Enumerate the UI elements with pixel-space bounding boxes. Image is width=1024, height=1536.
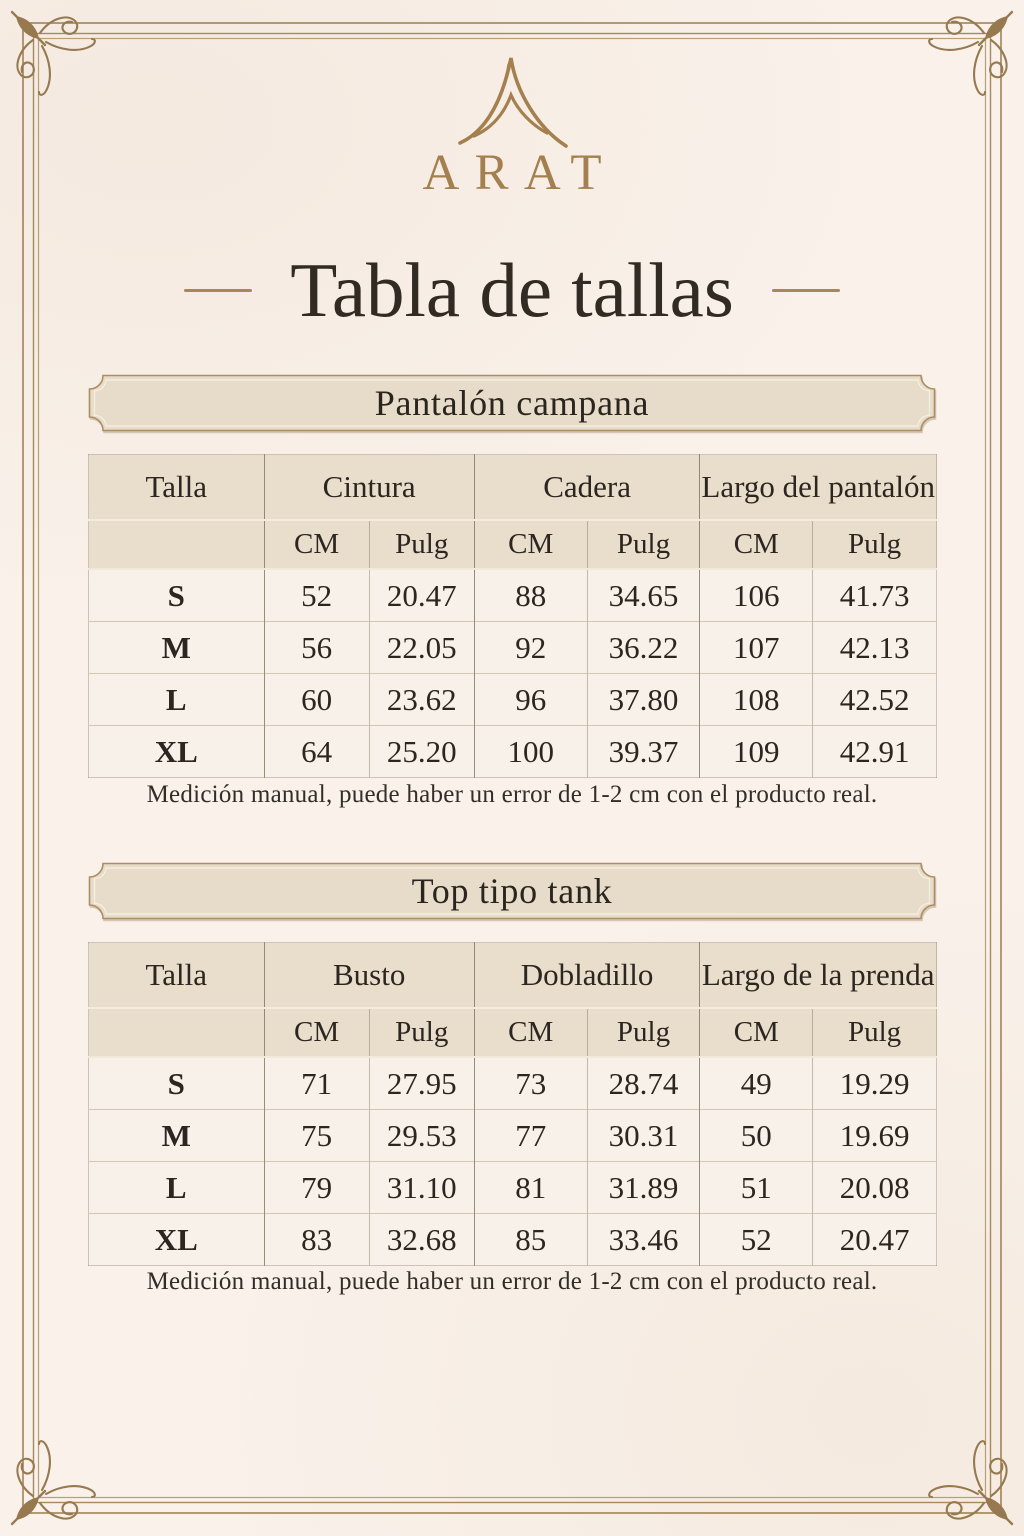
value-cell: 37.80 [587,674,700,726]
value-cell: 51 [700,1162,813,1214]
section-title: Top tipo tank [411,871,613,911]
value-cell: 56 [264,622,369,674]
table-header-row [89,943,937,1009]
page-title: Tabla de tallas [290,246,734,333]
value-cell: 23.62 [369,674,474,726]
value-cell: 42.13 [813,622,937,674]
group-column-header: Largo del pantalón [700,455,937,521]
size-table-pantalon [88,454,937,778]
unit-inch-header: Pulg [369,1008,474,1057]
size-cell: L [89,1162,265,1214]
value-cell: 108 [700,674,813,726]
value-cell: 52 [700,1214,813,1266]
value-cell: 36.22 [587,622,700,674]
value-cell: 32.68 [369,1214,474,1266]
value-cell: 20.47 [369,569,474,622]
value-cell: 20.47 [813,1214,937,1266]
value-cell: 49 [700,1057,813,1110]
value-cell: 19.29 [813,1057,937,1110]
value-cell: 29.53 [369,1110,474,1162]
unit-cm-header: CM [700,1008,813,1057]
size-column-header: Talla [89,455,265,521]
value-cell: 107 [700,622,813,674]
value-cell: 25.20 [369,726,474,778]
unit-cm-header: CM [700,520,813,569]
page-title-row [0,242,1024,338]
section-title: Pantalón campana [374,383,650,423]
section-banner-pantalon [88,374,936,432]
table-row [89,1057,937,1110]
measurement-note: Medición manual, puede haber un error de 1-2 cm con el producto real. [146,1268,878,1295]
unit-inch-header: Pulg [813,520,937,569]
table-row [89,1162,937,1214]
value-cell: 60 [264,674,369,726]
size-cell: L [89,674,265,726]
table-row [89,622,937,674]
value-cell: 79 [264,1162,369,1214]
size-cell: M [89,622,265,674]
table-row [89,726,937,778]
value-cell: 100 [474,726,587,778]
value-cell: 96 [474,674,587,726]
measurement-note: Medición manual, puede haber un error de 1-2 cm con el producto real. [146,781,878,808]
unit-cm-header: CM [264,1008,369,1057]
arat-logo-icon [450,50,574,150]
value-cell: 42.91 [813,726,937,778]
value-cell: 27.95 [369,1057,474,1110]
value-cell: 85 [474,1214,587,1266]
value-cell: 81 [474,1162,587,1214]
size-column-header: Talla [89,943,265,1009]
section-banner-top-tank [88,862,936,920]
value-cell: 71 [264,1057,369,1110]
group-column-header: Cadera [474,455,700,521]
table-row [89,674,937,726]
value-cell: 52 [264,569,369,622]
unit-cm-header: CM [474,1008,587,1057]
size-cell: S [89,1057,265,1110]
table-row [89,1110,937,1162]
empty-unit-cell [89,1008,265,1057]
value-cell: 106 [700,569,813,622]
empty-unit-cell [89,520,265,569]
size-cell: XL [89,726,265,778]
table-header-row [89,455,937,521]
value-cell: 83 [264,1214,369,1266]
table-row [89,569,937,622]
value-cell: 33.46 [587,1214,700,1266]
value-cell: 30.31 [587,1110,700,1162]
size-cell: M [89,1110,265,1162]
value-cell: 88 [474,569,587,622]
size-table-top-tank [88,942,937,1266]
unit-inch-header: Pulg [587,520,700,569]
unit-cm-header: CM [474,520,587,569]
table-row [89,1214,937,1266]
title-left-dash [184,289,252,292]
size-cell: XL [89,1214,265,1266]
group-column-header: Dobladillo [474,943,700,1009]
value-cell: 50 [700,1110,813,1162]
group-column-header: Largo de la prenda [700,943,937,1009]
value-cell: 42.52 [813,674,937,726]
value-cell: 73 [474,1057,587,1110]
size-cell: S [89,569,265,622]
unit-cm-header: CM [264,520,369,569]
value-cell: 75 [264,1110,369,1162]
value-cell: 109 [700,726,813,778]
value-cell: 39.37 [587,726,700,778]
value-cell: 92 [474,622,587,674]
value-cell: 31.10 [369,1162,474,1214]
table-unit-row [89,1008,937,1057]
unit-inch-header: Pulg [813,1008,937,1057]
value-cell: 34.65 [587,569,700,622]
value-cell: 28.74 [587,1057,700,1110]
brand-name: ARAT [422,145,617,201]
group-column-header: Busto [264,943,474,1009]
value-cell: 19.69 [813,1110,937,1162]
group-column-header: Cintura [264,455,474,521]
value-cell: 20.08 [813,1162,937,1214]
unit-inch-header: Pulg [587,1008,700,1057]
value-cell: 41.73 [813,569,937,622]
value-cell: 22.05 [369,622,474,674]
table-unit-row [89,520,937,569]
title-right-dash [772,289,840,292]
value-cell: 64 [264,726,369,778]
value-cell: 31.89 [587,1162,700,1214]
unit-inch-header: Pulg [369,520,474,569]
value-cell: 77 [474,1110,587,1162]
